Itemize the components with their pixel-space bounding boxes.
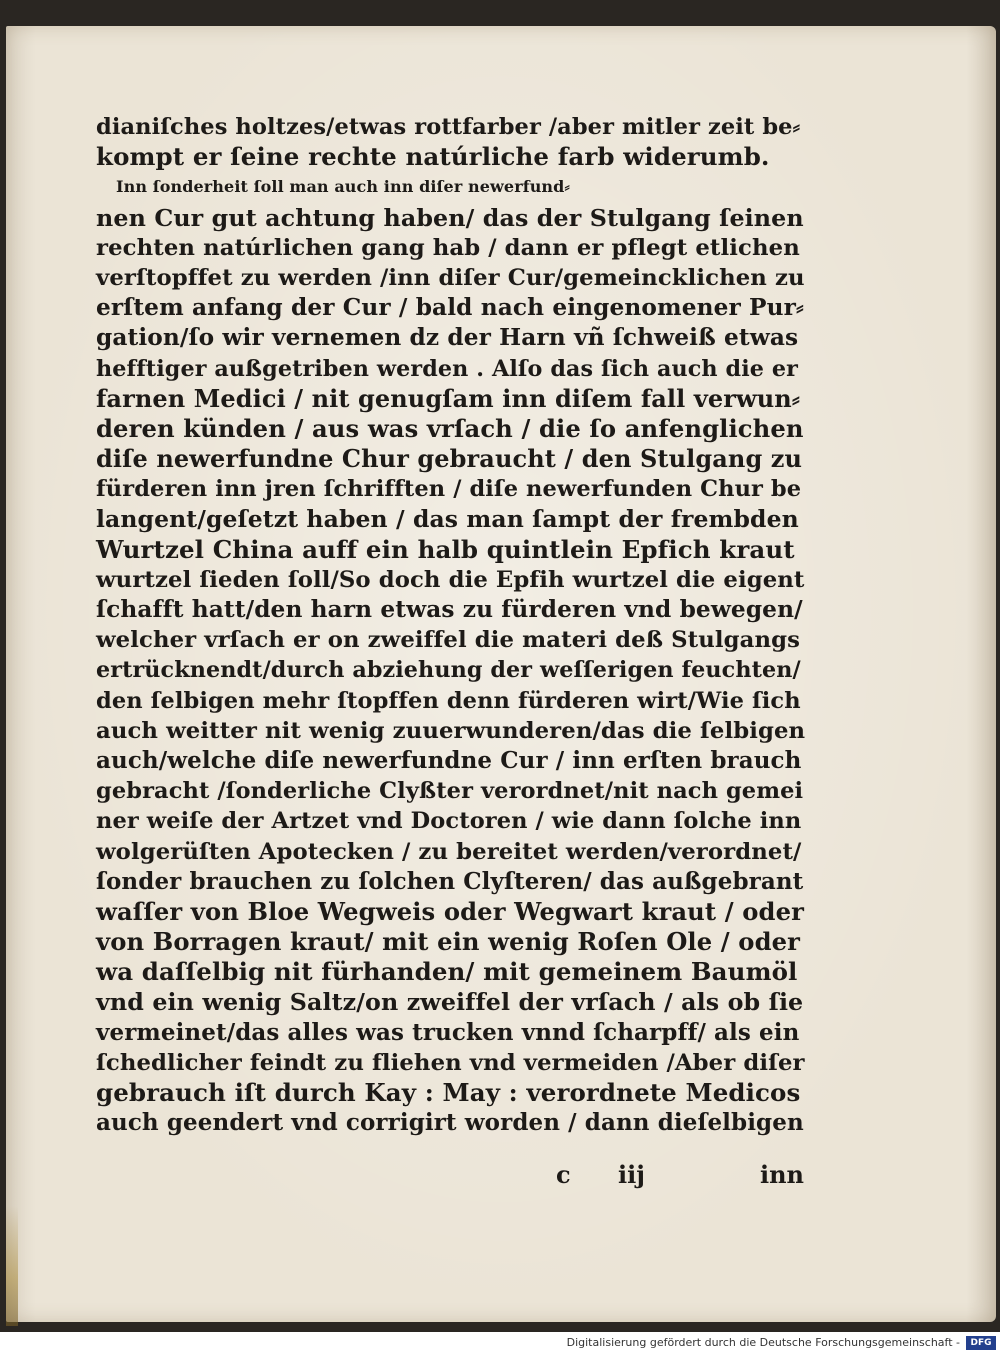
signature-mark: c: [556, 1160, 571, 1189]
text-line-3: Inn ſonderheit ſoll man auch inn diſer newerfund⸗: [116, 177, 570, 197]
text-line-10: farnen Medici / nit genugſam inn diſem fall verwun⸗: [96, 383, 800, 413]
text-line-25: wolgerüſten Apotecken / zu bereitet werden/verordnet/: [96, 838, 802, 865]
text-line-27: waſſer von Bloe Wegweis oder Wegwart kraut / oder: [96, 896, 804, 926]
text-line-9: hefftiger außgetriben werden . Alſo das ſich auch die er: [96, 355, 798, 382]
text-line-26: ſonder brauchen zu ſolchen Clyſteren/ das außgebrant: [96, 867, 804, 895]
text-line-28: von Borragen kraut/ mit ein wenig Roſen Ole / oder: [96, 927, 801, 957]
text-line-29: wa daſſelbig nit fürhanden/ mit gemeinem Baumöl: [96, 957, 798, 987]
signature-number: iij: [618, 1160, 645, 1189]
text-line-7: erſtem anfang der Cur / bald nach eingenomener Pur⸗: [96, 294, 804, 322]
text-line-30: vnd ein wenig Saltz/on zweiffel der vrſach / als ob ſie: [96, 988, 804, 1017]
page-edge-stain: [6, 1206, 18, 1326]
text-line-21: auch weitter nit wenig zuuerwunderen/das die ſelbigen: [96, 717, 806, 744]
text-line-16: wurtzel ſieden ſoll/So doch die Epfih wurtzel die eigent: [96, 566, 805, 593]
text-line-5: rechten natúrlichen gang hab / dann er pflegt etlichen: [96, 234, 800, 261]
text-line-1: dianiſches holtzes/etwas rottfarber /aber mitler zeit be⸗: [96, 114, 801, 140]
text-line-32: ſchedlicher feindt zu fliehen vnd vermeiden /Aber diſer: [96, 1049, 805, 1076]
text-line-12: diſe newerfundne Chur gebraucht / den Stulgang zu: [96, 444, 803, 474]
body-text: [96, 112, 804, 1138]
text-line-6: verſtopffet zu werden /inn diſer Cur/gemeincklichen zu: [96, 264, 805, 291]
text-line-2: kompt er ſeine rechte natúrliche farb widerumb.: [96, 142, 770, 172]
text-line-34: auch geendert vnd corrigirt worden / dann dieſelbigen: [96, 1109, 804, 1137]
text-line-20: den ſelbigen mehr ſtopffen denn fürderen wirt/Wie ſich: [96, 687, 801, 714]
footer-bar: [0, 1332, 1000, 1354]
text-line-15: Wurtzel China auff ein halb quintlein Epfich kraut: [96, 534, 795, 564]
text-line-24: ner weiſe der Artzet vnd Doctoren / wie dann ſolche inn: [96, 808, 802, 835]
dfg-logo-icon: DFG: [966, 1336, 996, 1350]
text-line-31: vermeinet/das alles was trucken vnnd ſcharpff/ als ein: [96, 1018, 800, 1046]
footer-credit: Digitalisierung gefördert durch die Deutsche Forschungsgemeinschaft -: [566, 1336, 960, 1349]
catchword: inn: [759, 1160, 804, 1189]
text-line-13: fürderen inn jren ſchrifften / diſe newerfunden Chur be: [96, 476, 802, 503]
text-line-4: nen Cur gut achtung haben/ das der Stulgang ſeinen: [96, 203, 804, 232]
text-line-23: gebracht /ſonderliche Clyßter verordnet/nit nach gemei: [96, 778, 804, 805]
text-line-11: deren künden / aus was vrſach / die ſo anfenglichen: [96, 413, 804, 443]
text-line-19: ertrücknendt/durch abziehung der weſſerigen feuchten/: [96, 657, 801, 684]
text-line-22: auch/welche diſe newerfundne Cur / inn erſten brauch: [96, 746, 802, 774]
text-line-14: langent/geſetzt haben / das man ſampt der frembden: [96, 505, 799, 534]
text-line-33: gebrauch iſt durch Kay : May : verordnete Medicos: [96, 1078, 801, 1107]
text-line-17: ſchafft hatt/den harn etwas zu fürderen vnd bewegen/: [96, 596, 803, 623]
text-line-18: welcher vrſach er on zweiffel die materi deß Stulgangs: [96, 627, 801, 654]
signature-line: [556, 1160, 804, 1192]
text-line-8: gation/ſo wir vernemen dz der Harn vñ ſchweiß etwas: [96, 324, 799, 352]
